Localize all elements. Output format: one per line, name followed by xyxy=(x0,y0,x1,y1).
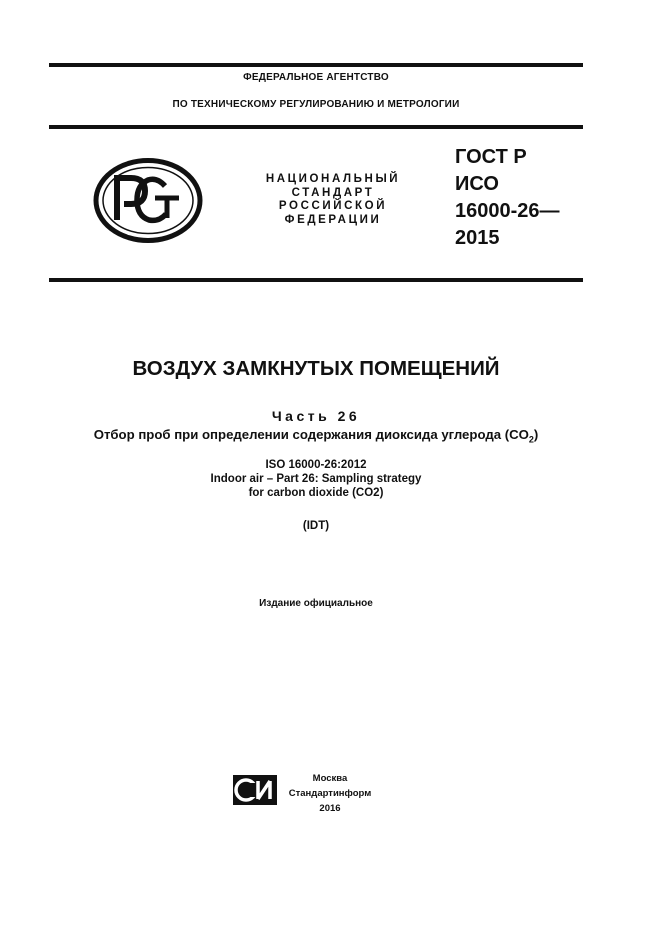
publisher-block xyxy=(280,771,380,816)
document-subtitle xyxy=(30,427,602,445)
iso-title-line: for carbon dioxide (CO2) xyxy=(248,487,384,499)
national-standard-label xyxy=(248,173,418,227)
designation-line: 2015 xyxy=(455,227,500,249)
national-standard-line: НАЦИОНАЛЬНЫЙ xyxy=(265,173,401,185)
agency-line-2: ПО ТЕХНИЧЕСКОМУ РЕГУЛИРОВАНИЮ И МЕТРОЛОГИИ xyxy=(172,99,460,110)
iso-title-line: Indoor air – Part 26: Sampling strategy xyxy=(210,473,422,485)
rst-emblem-icon xyxy=(93,158,203,243)
publisher-name: Стандартинформ xyxy=(288,788,372,799)
edition-label: Издание официальное xyxy=(259,598,373,609)
national-standard-line: РОССИЙСКОЙ xyxy=(278,200,388,212)
agency-line-1: ФЕДЕРАЛЬНОЕ АГЕНТСТВО xyxy=(243,72,389,83)
subtitle-subscript: 2 xyxy=(528,434,534,445)
subtitle-close: ) xyxy=(533,427,539,442)
designation-line: 16000-26— xyxy=(455,200,560,222)
document-title: ВОЗДУХ ЗАМКНУТЫХ ПОМЕЩЕНИЙ xyxy=(132,357,500,380)
idt-label: (IDT) xyxy=(302,520,330,532)
publisher-city: Москва xyxy=(312,773,348,784)
designation-line: ИСО xyxy=(455,173,499,195)
standartinform-logo-icon xyxy=(233,775,277,805)
designation-rule xyxy=(49,278,583,282)
subtitle-text: Отбор проб при определении содержания диоксида углерода (CO xyxy=(93,427,529,442)
publisher-year: 2016 xyxy=(319,803,341,814)
top-rule xyxy=(49,63,583,67)
standard-designation xyxy=(455,144,560,252)
designation-line: ГОСТ Р xyxy=(455,146,527,168)
header-rule xyxy=(49,125,583,129)
national-standard-line: СТАНДАРТ xyxy=(291,186,375,199)
national-standard-line: ФЕДЕРАЦИИ xyxy=(284,213,382,226)
part-number: Часть 26 xyxy=(271,408,361,424)
iso-number: ISO 16000-26:2012 xyxy=(265,459,367,471)
iso-reference xyxy=(49,458,583,500)
